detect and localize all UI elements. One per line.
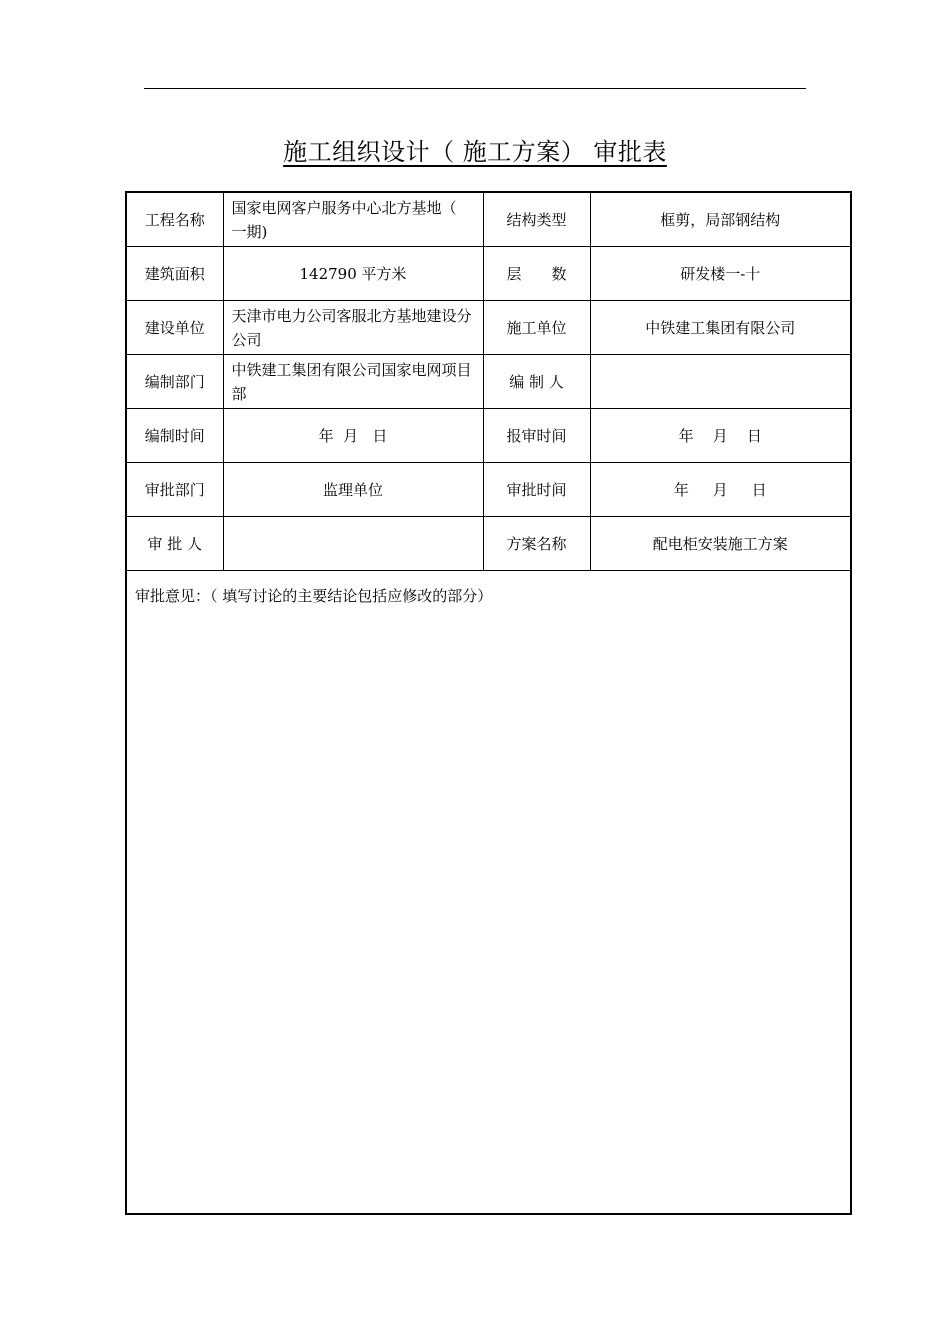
value-approval-date[interactable]: 年 月 日 bbox=[590, 463, 851, 517]
value-preparer[interactable] bbox=[590, 355, 851, 409]
label-approver: 审 批 人 bbox=[126, 517, 223, 571]
row-opinion bbox=[126, 571, 851, 1215]
value-approval-dept[interactable]: 监理单位 bbox=[223, 463, 483, 517]
row-construction-unit bbox=[126, 301, 851, 355]
value-preparing-dept[interactable]: 中铁建工集团有限公司国家电网项目部 bbox=[223, 355, 483, 409]
value-contractor[interactable]: 中铁建工集团有限公司 bbox=[590, 301, 851, 355]
label-approval-dept: 审批部门 bbox=[126, 463, 223, 517]
row-approver bbox=[126, 517, 851, 571]
value-submission-date[interactable]: 年 月 日 bbox=[590, 409, 851, 463]
value-building-area[interactable]: 142790 平方米 bbox=[223, 247, 483, 301]
form-title: 施工组织设计（ 施工方案） 审批表 bbox=[283, 138, 667, 166]
label-contractor: 施工单位 bbox=[483, 301, 590, 355]
value-preparing-date[interactable]: 年 月 日 bbox=[223, 409, 483, 463]
value-floors[interactable]: 研发楼一-十 bbox=[590, 247, 851, 301]
value-plan-name[interactable]: 配电柜安装施工方案 bbox=[590, 517, 851, 571]
label-plan-name: 方案名称 bbox=[483, 517, 590, 571]
value-owner-unit[interactable]: 天津市电力公司客服北方基地建设分公司 bbox=[223, 301, 483, 355]
label-structure-type: 结构类型 bbox=[483, 192, 590, 247]
label-owner-unit: 建设单位 bbox=[126, 301, 223, 355]
opinion-label: 审批意见： bbox=[135, 587, 211, 605]
label-project-name: 工程名称 bbox=[126, 192, 223, 247]
value-structure-type[interactable]: 框剪，局部钢结构 bbox=[590, 192, 851, 247]
value-project-name[interactable]: 国家电网客户服务中心北方基地（ 一期) bbox=[223, 192, 483, 247]
row-dates bbox=[126, 409, 851, 463]
row-project-name bbox=[126, 192, 851, 247]
opinion-cell[interactable] bbox=[126, 571, 851, 1215]
opinion-hint: （ 填写讨论的主要结论包括应修改的部分） bbox=[210, 587, 493, 605]
label-preparing-dept: 编制部门 bbox=[126, 355, 223, 409]
row-preparing-dept bbox=[126, 355, 851, 409]
value-approver[interactable] bbox=[223, 517, 483, 571]
row-building-area bbox=[126, 247, 851, 301]
approval-table bbox=[125, 191, 852, 1215]
label-building-area: 建筑面积 bbox=[126, 247, 223, 301]
label-approval-date: 审批时间 bbox=[483, 463, 590, 517]
label-preparing-date: 编制时间 bbox=[126, 409, 223, 463]
row-approval-dept bbox=[126, 463, 851, 517]
label-submission-date: 报审时间 bbox=[483, 409, 590, 463]
label-preparer: 编 制 人 bbox=[483, 355, 590, 409]
top-rule bbox=[144, 88, 806, 89]
label-floors: 层 数 bbox=[483, 247, 590, 301]
